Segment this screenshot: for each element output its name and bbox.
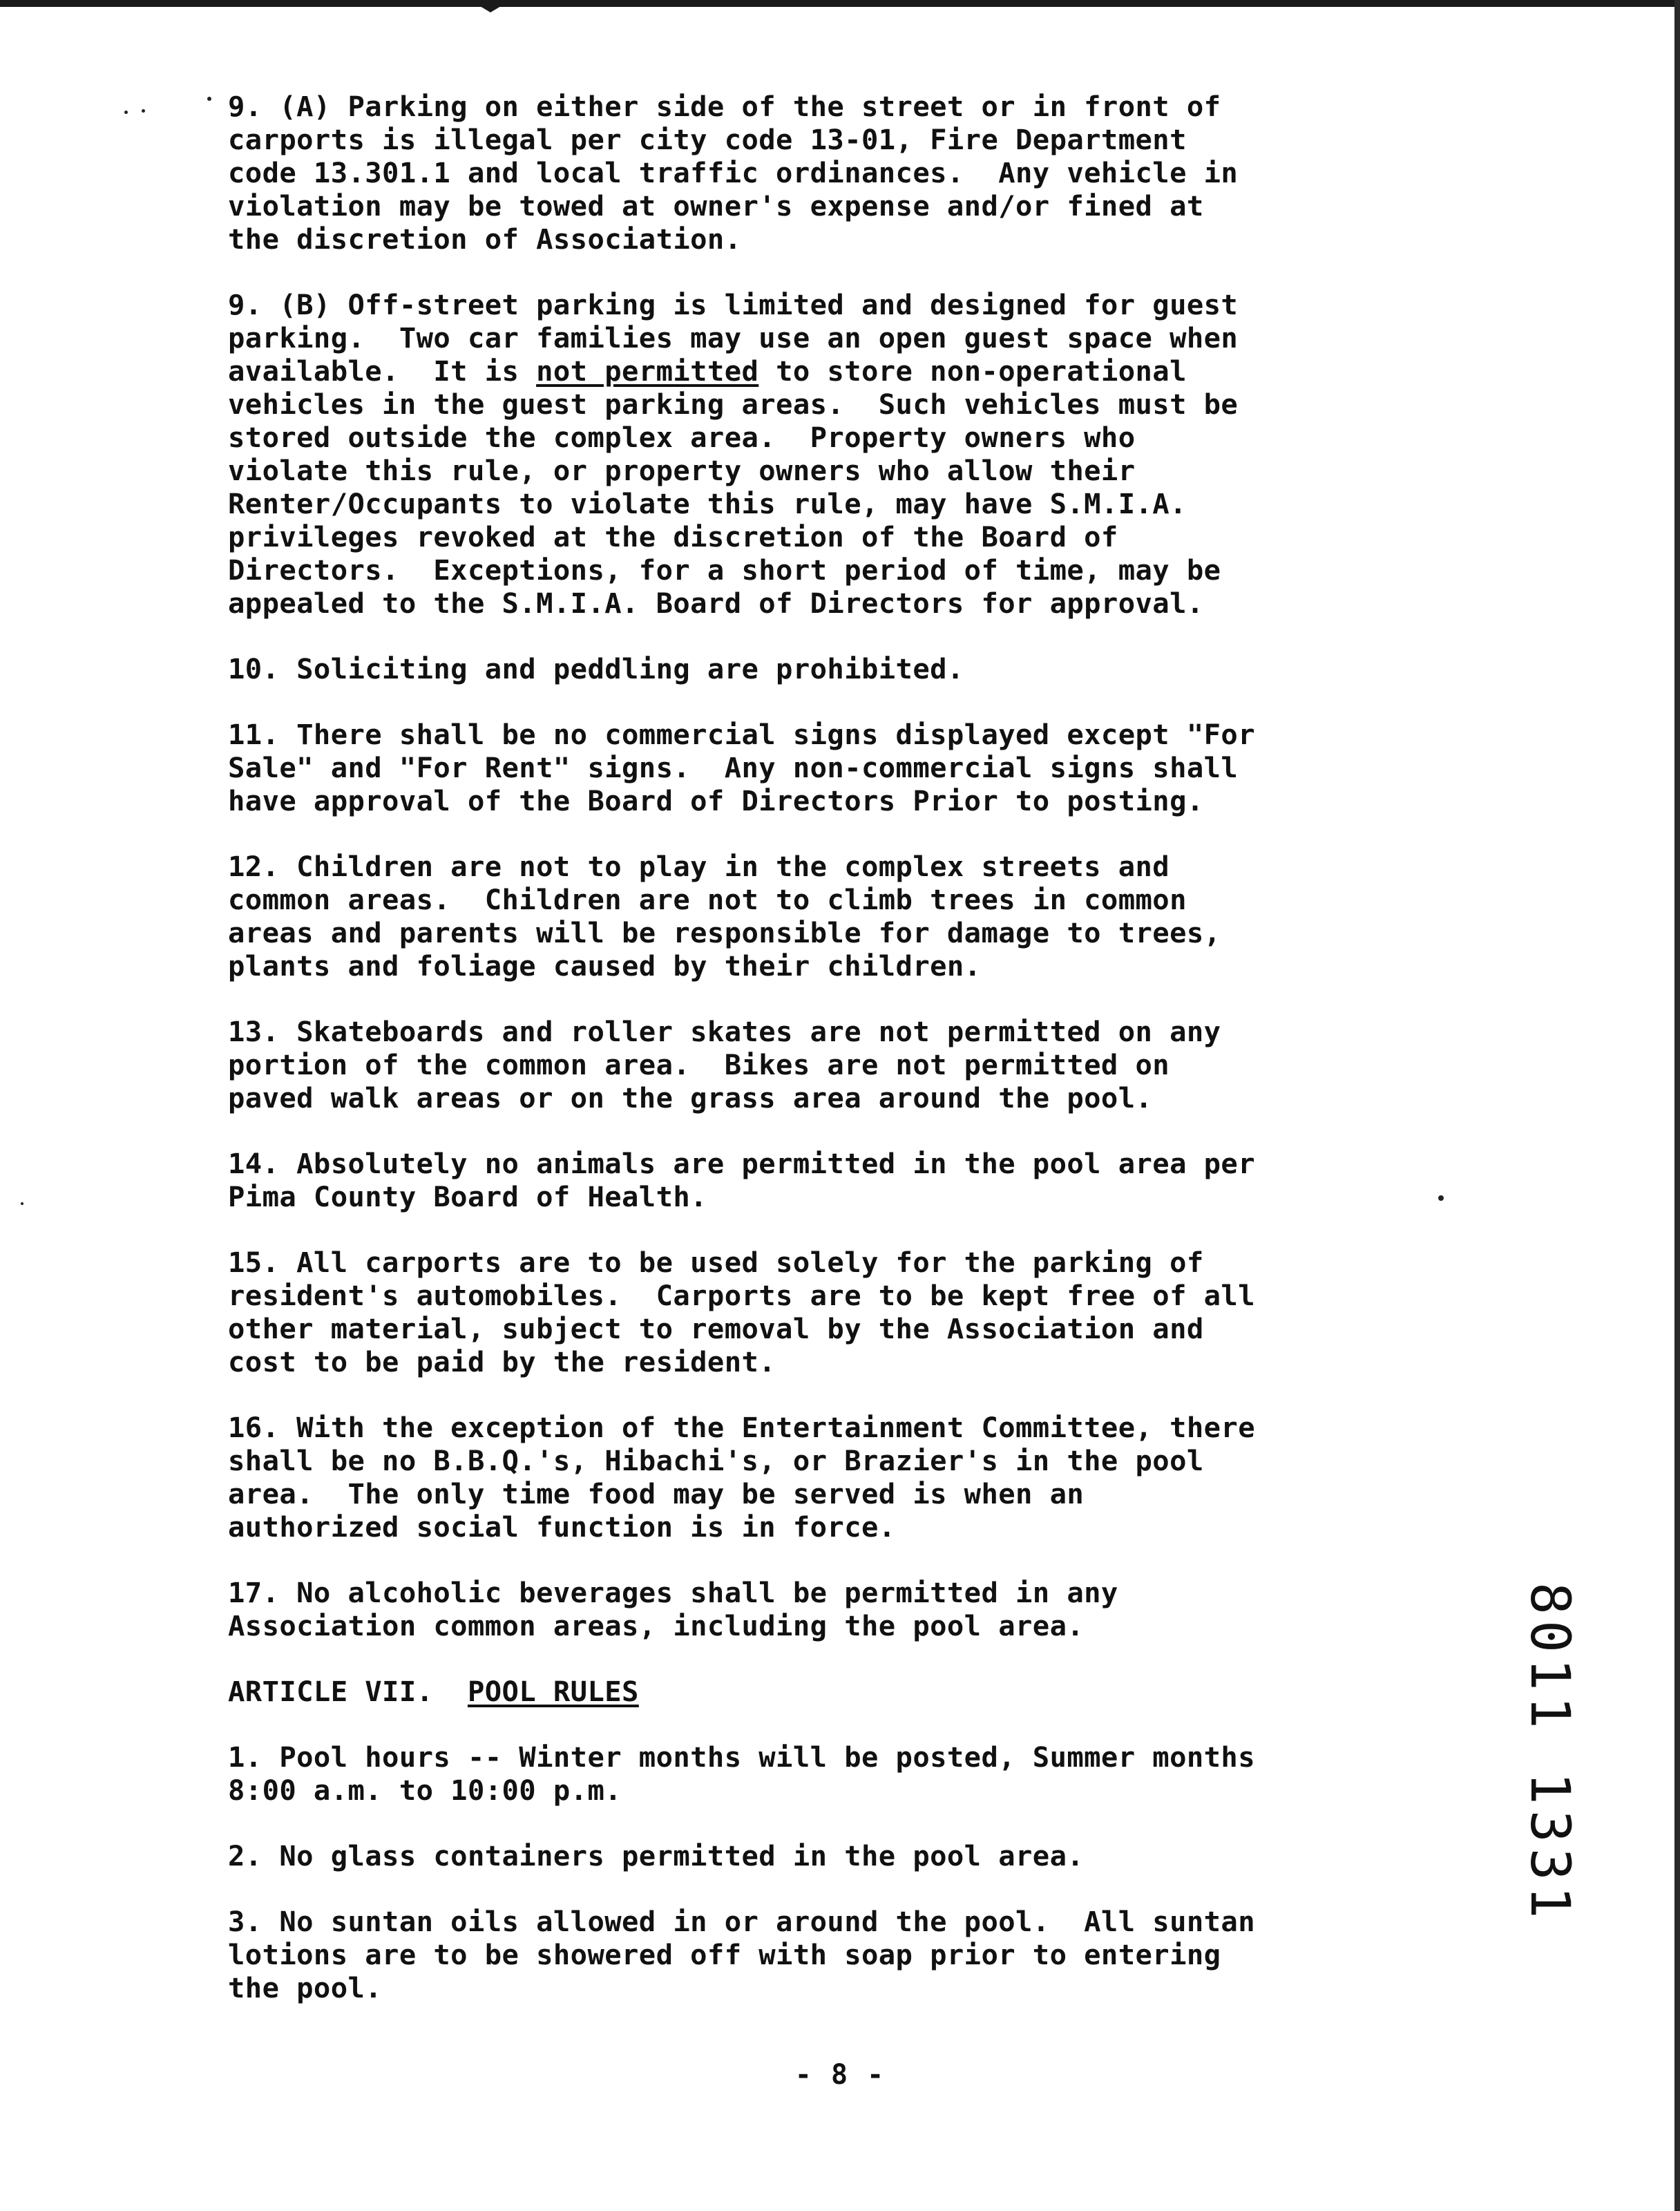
text-line: area. The only time food may be served is when an: [228, 1477, 1085, 1510]
pool-rule-3: [228, 1905, 1444, 2004]
text-line: Directors. Exceptions, for a short period of time, may be: [228, 553, 1221, 587]
text-line: 13. Skateboards and roller skates are not permitted on any: [228, 1015, 1221, 1048]
text-line: 17. No alcoholic beverages shall be permitted in any: [228, 1576, 1118, 1609]
text-line: to store non-operational: [758, 354, 1187, 388]
rule-10: [228, 652, 1444, 685]
text-line: violation may be towed at owner's expense and/or fined at: [228, 189, 1204, 222]
text-line: 16. With the exception of the Entertainment Committee, there: [228, 1411, 1255, 1444]
text-line: authorized social function is in force.: [228, 1510, 896, 1544]
text-line: lotions are to be showered off with soap prior to entering: [228, 1938, 1221, 1971]
scan-speck: [207, 97, 211, 101]
scan-speck: [21, 1202, 23, 1205]
text-line: stored outside the complex area. Property owners who: [228, 421, 1136, 454]
article-heading: [228, 1675, 1444, 1708]
rule-17: [228, 1576, 1444, 1642]
document-body: [228, 90, 1444, 2037]
text-line: areas and parents will be responsible for damage to trees,: [228, 916, 1221, 949]
scan-top-edge: [0, 0, 1680, 7]
text-line: Renter/Occupants to violate this rule, may have S.M.I.A.: [228, 487, 1187, 520]
text-line: other material, subject to removal by the Association and: [228, 1312, 1204, 1345]
text-line: carports is illegal per city code 13-01, Fire Department: [228, 123, 1187, 156]
text-line: 2. No glass containers permitted in the pool area.: [228, 1839, 1085, 1872]
text-line: 11. There shall be no commercial signs displayed except "For: [228, 718, 1255, 751]
rule-9a: [228, 90, 1444, 256]
scan-speck: [142, 109, 145, 113]
text-line: resident's automobiles. Carports are to be kept free of all: [228, 1279, 1255, 1312]
rule-13: [228, 1015, 1444, 1114]
text-line: 3. No suntan oils allowed in or around the pool. All suntan: [228, 1905, 1255, 1938]
rule-15: [228, 1246, 1444, 1378]
text-line: common areas. Children are not to climb trees in common: [228, 883, 1187, 916]
text-line: have approval of the Board of Directors Prior to posting.: [228, 784, 1204, 817]
text-line: 1. Pool hours -- Winter months will be posted, Summer months: [228, 1740, 1255, 1774]
scan-right-edge: [1674, 0, 1680, 2211]
rule-9b: [228, 288, 1444, 620]
text-line: 8:00 a.m. to 10:00 p.m.: [228, 1774, 622, 1807]
text-line: parking. Two car families may use an open guest space when: [228, 321, 1239, 354]
text-line: Sale" and "For Rent" signs. Any non-commercial signs shall: [228, 751, 1239, 784]
rule-14: [228, 1147, 1444, 1213]
text-line: portion of the common area. Bikes are not permitted on: [228, 1048, 1170, 1081]
text-line: code 13.301.1 and local traffic ordinances. Any vehicle in: [228, 156, 1239, 189]
underlined-phrase: not permitted: [536, 354, 759, 388]
text-line: cost to be paid by the resident.: [228, 1345, 776, 1378]
text-line: Pima County Board of Health.: [228, 1180, 707, 1213]
text-line: vehicles in the guest parking areas. Such vehicles must be: [228, 388, 1239, 421]
text-line: 9. (A) Parking on either side of the street or in front of: [228, 90, 1221, 123]
text-line: appealed to the S.M.I.A. Board of Directors for approval.: [228, 587, 1204, 620]
text-line: shall be no B.B.Q.'s, Hibachi's, or Brazier's in the pool: [228, 1444, 1204, 1477]
text-line: 10. Soliciting and peddling are prohibited.: [228, 652, 964, 685]
text-line: violate this rule, or property owners who allow their: [228, 454, 1136, 487]
article-title: POOL RULES: [467, 1675, 639, 1708]
text-line: 9. (B) Off-street parking is limited and designed for guest: [228, 288, 1239, 321]
pool-rule-1: [228, 1740, 1444, 1807]
article-prefix: ARTICLE VII.: [228, 1675, 468, 1708]
scan-speck: [124, 111, 128, 114]
rule-11: [228, 718, 1444, 817]
document-id-code: 8011 1331: [1518, 1582, 1581, 1924]
text-line: privileges revoked at the discretion of the Board of: [228, 520, 1118, 553]
text-line: 15. All carports are to be used solely for the parking of: [228, 1246, 1204, 1279]
text-line: 12. Children are not to play in the complex streets and: [228, 850, 1170, 883]
rule-16: [228, 1411, 1444, 1544]
rule-12: [228, 850, 1444, 983]
pool-rule-2: [228, 1839, 1444, 1872]
page-number: - 8 -: [794, 2059, 886, 2091]
text-line: the discretion of Association.: [228, 222, 742, 256]
text-line: available. It is: [228, 354, 537, 388]
text-line: Association common areas, including the pool area.: [228, 1609, 1085, 1642]
text-line: plants and foliage caused by their children.: [228, 949, 982, 983]
text-line: paved walk areas or on the grass area around the pool.: [228, 1081, 1153, 1114]
text-line: the pool.: [228, 1971, 383, 2004]
text-line: 14. Absolutely no animals are permitted in the pool area per: [228, 1147, 1255, 1180]
